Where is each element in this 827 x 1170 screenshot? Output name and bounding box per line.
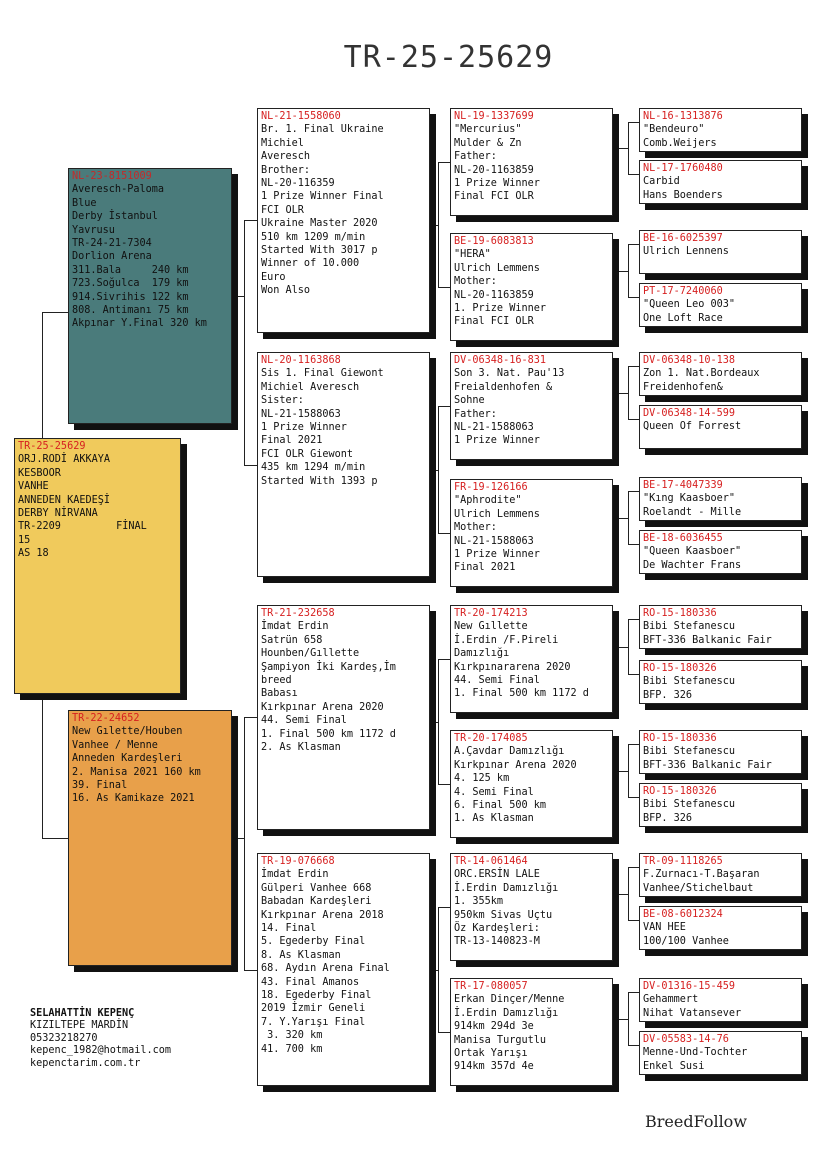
pedigree-info-line: 1. Prize Winner	[454, 303, 547, 315]
ring-number: RO-15-180336	[643, 608, 717, 619]
pedigree-info-line: Carbid	[643, 176, 680, 188]
ring-number: TR-19-076668	[261, 856, 335, 867]
pedigree-info-line: ORC.ERSİN LALE	[454, 869, 540, 881]
pedigree-info-line: 3. 320 km	[261, 1030, 323, 1042]
connector-line	[628, 619, 629, 674]
pedigree-info-line: İmdat Erdin	[261, 621, 329, 633]
sire-card	[68, 168, 232, 424]
pedigree-info-line: Blue	[72, 197, 97, 209]
pedigree-info-line: Kırkpınar Arena 2020	[261, 701, 384, 713]
pedigree-info-line: "Mercurius"	[454, 124, 522, 136]
pedigree-info-line: Final 2021	[454, 562, 516, 574]
pedigree-info-line: 100/100 Vanhee	[643, 935, 729, 947]
pedigree-info-line: Kırkpınar Arena 2020	[454, 759, 577, 771]
ancestor-card	[639, 660, 802, 704]
pedigree-info-line: Brother:	[261, 164, 311, 176]
pedigree-info-line: BFT-336 Balkanic Fair	[643, 759, 772, 771]
ring-number: DV-06348-16-831	[454, 355, 547, 366]
pedigree-info-line: ANNEDEN KAEDEŞİ	[18, 494, 111, 506]
connector-line	[438, 907, 450, 908]
ring-number: FR-19-126166	[454, 482, 528, 493]
pedigree-info-line: 39. Final	[72, 780, 128, 792]
great-grandparent-card	[450, 108, 613, 216]
pedigree-info-line: 1 Prize Winner	[454, 178, 540, 190]
pedigree-info-line: Final 2021	[261, 435, 323, 447]
great-grandparent-card	[450, 978, 613, 1086]
pedigree-info-line: Enkel Susi	[643, 1060, 705, 1072]
pedigree-info-line: BFT-336 Balkanic Fair	[643, 634, 772, 646]
ancestor-card	[639, 108, 802, 152]
pedigree-info-line: Derby İstanbul	[72, 211, 158, 223]
connector-line	[42, 312, 43, 438]
pedigree-info-line: 2. Manisa 2021 160 km	[72, 766, 201, 778]
pedigree-info-line: ORJ.RODİ AKKAYA	[18, 454, 111, 466]
pedigree-info-line: NL-21-1588063	[454, 422, 534, 434]
great-grandparent-card	[450, 233, 613, 341]
pedigree-info-line: breed	[261, 675, 292, 687]
pedigree-info-line: A.Çavdar Damızlığı	[454, 746, 565, 758]
pedigree-info-line: 1. Final 500 km 1172 d	[454, 688, 589, 700]
ancestor-card	[639, 352, 802, 396]
connector-line	[628, 867, 639, 868]
pedigree-info-line: One Loft Race	[643, 312, 723, 324]
pedigree-info-line: 1 Prize Winner	[454, 549, 540, 561]
pedigree-info-line: 1. 355km	[454, 896, 504, 908]
pedigree-info-line: Br. 1. Final Ukraine	[261, 124, 384, 136]
pedigree-info-line: Ulrich Lennens	[643, 246, 729, 258]
pedigree-info-line: "Aphrodite"	[454, 495, 522, 507]
connector-line	[628, 491, 639, 492]
ancestor-card	[639, 283, 802, 327]
pedigree-info-line: Vanhee/Stichelbaut	[643, 882, 754, 894]
pedigree-info-line: Averesch-Paloma	[72, 184, 165, 196]
pedigree-info-line: 914.Sivrihis 122 km	[72, 291, 189, 303]
pedigree-info-line: 15	[18, 534, 31, 546]
pedigree-info-line: Started With 3017 p	[261, 245, 378, 257]
connector-line	[628, 674, 639, 675]
ring-number: NL-17-1760480	[643, 163, 723, 174]
connector-line	[244, 220, 245, 465]
connector-line	[628, 366, 639, 367]
pedigree-info-line: İ.Erdin Damızlığı	[454, 882, 559, 894]
ancestor-card	[639, 906, 802, 950]
pedigree-info-line: 435 km 1294 m/min	[261, 462, 366, 474]
connector-line	[628, 867, 629, 920]
ring-number: RO-15-180326	[643, 663, 717, 674]
pedigree-info-line: Bibi Stefanescu	[643, 621, 736, 633]
pedigree-info-line: AS 18	[18, 548, 49, 560]
pedigree-info-line: Manisa Turgutlu	[454, 1034, 547, 1046]
pedigree-info-line: 1 Prize Winner	[454, 435, 540, 447]
ring-number: DV-01316-15-459	[643, 981, 736, 992]
pedigree-info-line: Ukraine Master 2020	[261, 218, 378, 230]
pedigree-info-line: Sister:	[261, 395, 304, 407]
ancestor-card	[639, 1031, 802, 1075]
pedigree-info-line: Winner of 10.000	[261, 258, 360, 270]
pedigree-info-line: Kırkpınararena 2020	[454, 661, 571, 673]
connector-line	[430, 970, 438, 971]
ring-number: TR-17-080057	[454, 981, 528, 992]
ring-number: TR-20-174213	[454, 608, 528, 619]
connector-line	[438, 287, 450, 288]
breeder-name: SELAHATTİN KEPENÇ	[30, 1008, 135, 1019]
ring-number: NL-21-1558060	[261, 111, 341, 122]
pedigree-info-line: Father:	[454, 408, 497, 420]
pedigree-info-line: Mother:	[454, 276, 497, 288]
pedigree-info-line: "Kıng Kaasboer"	[643, 493, 736, 505]
pedigree-info-line: Kırkpınar Arena 2018	[261, 909, 384, 921]
pedigree-info-line: Satrün 658	[261, 634, 323, 646]
pedigree-info-line: NL-20-1163859	[454, 289, 534, 301]
pedigree-info-line: 18. Egederby Final	[261, 990, 372, 1002]
connector-line	[628, 920, 639, 921]
great-grandparent-card	[450, 352, 613, 460]
connector-line	[438, 406, 439, 533]
pedigree-info-line: New Gılette/Houben	[72, 726, 183, 738]
pedigree-info-line: VANHE	[18, 481, 49, 493]
connector-line	[628, 992, 639, 993]
ring-number: RO-15-180326	[643, 786, 717, 797]
pedigree-info-line: 44. Semi Final	[261, 715, 347, 727]
pedigree-info-line: 68. Aydın Arena Final	[261, 963, 390, 975]
pedigree-info-line: 2019 İzmir Geneli	[261, 1003, 366, 1015]
pedigree-info-line: 14. Final	[261, 923, 317, 935]
ring-number: RO-15-180336	[643, 733, 717, 744]
connector-line	[244, 220, 257, 221]
pedigree-info-line: "HERA"	[454, 249, 491, 261]
pedigree-info-line: Dorlion Arena	[72, 251, 152, 263]
pedigree-info-line: Won Also	[261, 285, 311, 297]
pedigree-info-line: İ.Erdin /F.Pireli	[454, 634, 559, 646]
ring-number: PT-17-7240060	[643, 286, 723, 297]
pedigree-title: TR-25-25629	[343, 40, 554, 75]
pedigree-info-line: Michiel Averesch	[261, 381, 360, 393]
connector-line	[613, 771, 628, 772]
ancestor-card	[639, 477, 802, 521]
pedigree-info-line: Bibi Stefanescu	[643, 676, 736, 688]
breeder-info-line: 05323218270	[30, 1032, 98, 1044]
ring-number: DV-06348-10-138	[643, 355, 736, 366]
ring-number: DV-05583-14-76	[643, 1034, 729, 1045]
pedigree-info-line: Michiel	[261, 137, 304, 149]
connector-line	[438, 533, 450, 534]
pedigree-info-line: Comb.Weijers	[643, 137, 717, 149]
connector-line	[438, 406, 450, 407]
pedigree-info-line: Zon 1. Nat.Bordeaux	[643, 368, 760, 380]
connector-line	[244, 465, 257, 466]
grandparent-card	[257, 605, 430, 830]
pedigree-info-line: 5. Egederby Final	[261, 936, 366, 948]
pedigree-info-line: De Wachter Frans	[643, 559, 742, 571]
pedigree-info-line: Hans Boenders	[643, 189, 723, 201]
breeder-info-line: kepenctarim.com.tr	[30, 1057, 141, 1069]
pedigree-info-line: 808. Antimanı 75 km	[72, 305, 189, 317]
ring-number: DV-06348-14-599	[643, 408, 736, 419]
pedigree-info-line: BFP. 326	[643, 689, 693, 701]
pedigree-info-line: İmdat Erdin	[261, 869, 329, 881]
ancestor-card	[639, 605, 802, 649]
pedigree-info-line: TR-24-21-7304	[72, 238, 152, 250]
connector-line	[613, 271, 628, 272]
pedigree-info-line: FCI OLR Giewont	[261, 448, 354, 460]
connector-line	[628, 744, 629, 797]
great-grandparent-card	[450, 853, 613, 961]
ring-number: TR-20-174085	[454, 733, 528, 744]
connector-line	[613, 518, 628, 519]
pedigree-info-line: 1 Prize Winner Final	[261, 191, 384, 203]
ancestor-card	[639, 730, 802, 774]
pedigree-info-line: Averesch	[261, 151, 311, 163]
pedigree-info-line: NL-21-1588063	[454, 535, 534, 547]
ring-number: TR-09-1118265	[643, 856, 723, 867]
connector-line	[232, 838, 244, 839]
pedigree-info-line: New Gıllette	[454, 621, 528, 633]
pedigree-info-line: Freidenhofen&	[643, 381, 723, 393]
ancestor-card	[639, 405, 802, 449]
pedigree-info-line: Vanhee / Menne	[72, 739, 158, 751]
connector-line	[613, 894, 628, 895]
subject-card	[14, 438, 181, 694]
pedigree-info-line: NL-20-116359	[261, 178, 335, 190]
connector-line	[244, 970, 257, 971]
pedigree-info-line: 8. As Klasman	[261, 949, 341, 961]
pedigree-info-line: Mulder & Zn	[454, 137, 522, 149]
connector-line	[628, 744, 639, 745]
pedigree-info-line: 2. As Klasman	[261, 742, 341, 754]
connector-line	[613, 1019, 628, 1020]
great-grandparent-card	[450, 605, 613, 713]
ring-number: BE-16-6025397	[643, 233, 723, 244]
connector-line	[628, 619, 639, 620]
pedigree-info-line: FCI OLR	[261, 204, 304, 216]
connector-line	[613, 393, 628, 394]
pedigree-info-line: Sohne	[454, 395, 485, 407]
pedigree-info-line: Gülperi Vanhee 668	[261, 882, 372, 894]
ring-number: TR-25-25629	[18, 441, 86, 452]
ring-number: NL-19-1337699	[454, 111, 534, 122]
pedigree-info-line: 510 km 1209 m/min	[261, 231, 366, 243]
connector-line	[430, 470, 438, 471]
pedigree-info-line: Babadan Kardeşleri	[261, 896, 372, 908]
pedigree-info-line: KESBOOR	[18, 467, 61, 479]
pedigree-info-line: Sis 1. Final Giewont	[261, 368, 384, 380]
pedigree-info-line: Bibi Stefanescu	[643, 799, 736, 811]
ancestor-card	[639, 978, 802, 1022]
pedigree-info-line: TR-2209 FİNAL	[18, 521, 147, 533]
pedigree-info-line: Menne-Und-Tochter	[643, 1047, 748, 1059]
pedigree-info-line: 43. Final Amanos	[261, 976, 360, 988]
pedigree-info-line: "Queen Kaasboer"	[643, 546, 742, 558]
pedigree-info-line: DERBY NİRVANA	[18, 508, 98, 520]
connector-line	[628, 419, 639, 420]
ring-number: NL-23-8151009	[72, 171, 152, 182]
ring-number: BE-08-6012324	[643, 909, 723, 920]
brand-logo-text: BreedFollow	[645, 1112, 748, 1131]
pedigree-info-line: "Queen Leo 003"	[643, 299, 736, 311]
pedigree-info-line: Gehammert	[643, 994, 699, 1006]
ancestor-card	[639, 853, 802, 897]
ring-number: NL-20-1163868	[261, 355, 341, 366]
pedigree-info-line: "Bendeuro"	[643, 124, 705, 136]
pedigree-info-line: 44. Semi Final	[454, 675, 540, 687]
pedigree-info-line: Mother:	[454, 522, 497, 534]
pedigree-info-line: Ulrich Lemmens	[454, 262, 540, 274]
ring-number: NL-16-1313876	[643, 111, 723, 122]
pedigree-info-line: Son 3. Nat. Pau'13	[454, 368, 565, 380]
ring-number: BE-18-6036455	[643, 533, 723, 544]
pedigree-info-line: Ortak Yarışı	[454, 1048, 528, 1060]
connector-line	[438, 659, 450, 660]
pedigree-info-line: Freialdenhofen &	[454, 381, 553, 393]
pedigree-info-line: Şampiyon İki Kardeş,İm	[261, 661, 396, 673]
pedigree-info-line: 16. As Kamikaze 2021	[72, 793, 195, 805]
ring-number: BE-19-6083813	[454, 236, 534, 247]
great-grandparent-card	[450, 730, 613, 838]
pedigree-info-line: 4. 125 km	[454, 773, 510, 785]
pedigree-info-line: 950km Sivas Uçtu	[454, 909, 553, 921]
connector-line	[42, 838, 68, 839]
ring-number: TR-21-232658	[261, 608, 335, 619]
pedigree-info-line: Started With 1393 p	[261, 475, 378, 487]
pedigree-info-line: 6. Final 500 km	[454, 800, 547, 812]
pedigree-info-line: Euro	[261, 271, 286, 283]
pedigree-info-line: TR-13-140823-M	[454, 936, 540, 948]
pedigree-info-line: Babası	[261, 688, 298, 700]
ancestor-card	[639, 783, 802, 827]
breeder-info-line: KIZILTEPE MARDİN	[30, 1020, 129, 1032]
connector-line	[42, 312, 68, 313]
great-grandparent-card	[450, 479, 613, 587]
connector-line	[628, 797, 639, 798]
ring-number: BE-17-4047339	[643, 480, 723, 491]
pedigree-info-line: BFP. 326	[643, 812, 693, 824]
pedigree-info-line: 914km 357d 4e	[454, 1061, 534, 1073]
connector-line	[42, 694, 43, 838]
connector-line	[244, 717, 257, 718]
ancestor-card	[639, 160, 802, 204]
pedigree-info-line: NL-20-1163859	[454, 164, 534, 176]
connector-line	[613, 148, 628, 149]
pedigree-info-line: 914km 294d 3e	[454, 1021, 534, 1033]
connector-line	[244, 717, 245, 970]
connector-line	[628, 122, 639, 123]
connector-line	[628, 244, 629, 297]
pedigree-info-line: 7. Y.Yarışı Final	[261, 1016, 366, 1028]
pedigree-info-line: Father:	[454, 151, 497, 163]
breeder-info-line: kepenc_1982@hotmail.com	[30, 1045, 172, 1057]
pedigree-info-line: 1. As Klasman	[454, 813, 534, 825]
pedigree-info-line: F.Zurnacı-T.Başaran	[643, 869, 760, 881]
connector-line	[430, 225, 438, 226]
ancestor-card	[639, 530, 802, 574]
connector-line	[232, 296, 244, 297]
pedigree-info-line: Akpınar Y.Final 320 km	[72, 318, 207, 330]
dam-card	[68, 710, 232, 966]
pedigree-info-line: VAN HEE	[643, 922, 686, 934]
grandparent-card	[257, 853, 430, 1086]
pedigree-info-line: 311.Bala 240 km	[72, 264, 189, 276]
connector-line	[628, 992, 629, 1045]
pedigree-info-line: İ.Erdin Damızlığı	[454, 1007, 559, 1019]
pedigree-info-line: Ulrich Lemmens	[454, 508, 540, 520]
connector-line	[628, 491, 629, 544]
connector-line	[613, 647, 628, 648]
ring-number: TR-14-061464	[454, 856, 528, 867]
pedigree-info-line: 4. Semi Final	[454, 786, 534, 798]
pedigree-info-line: Queen Of Forrest	[643, 421, 742, 433]
pedigree-info-line: Anneden Kardeşleri	[72, 753, 183, 765]
pedigree-info-line: 1 Prize Winner	[261, 422, 347, 434]
pedigree-info-line: 41. 700 km	[261, 1043, 323, 1055]
pedigree-info-line: Yavrusu	[72, 224, 115, 236]
connector-line	[438, 784, 450, 785]
pedigree-info-line: Erkan Dinçer/Menne	[454, 994, 565, 1006]
grandparent-card	[257, 108, 430, 333]
connector-line	[438, 659, 439, 784]
pedigree-info-line: Roelandt - Mille	[643, 506, 742, 518]
pedigree-info-line: Final FCI OLR	[454, 316, 534, 328]
pedigree-info-line: Bibi Stefanescu	[643, 746, 736, 758]
ring-number: TR-22-24652	[72, 713, 140, 724]
pedigree-info-line: 723.Soğulca 179 km	[72, 278, 189, 290]
connector-line	[438, 907, 439, 1032]
pedigree-info-line: Öz Kardeşleri:	[454, 923, 540, 935]
connector-line	[628, 244, 639, 245]
connector-line	[438, 1032, 450, 1033]
connector-line	[628, 1045, 639, 1046]
pedigree-info-line: 1. Final 500 km 1172 d	[261, 728, 396, 740]
pedigree-info-line: Nihat Vatansever	[643, 1007, 742, 1019]
connector-line	[628, 174, 639, 175]
connector-line	[438, 162, 450, 163]
pedigree-info-line: Damızlığı	[454, 648, 510, 660]
pedigree-info-line: Final FCI OLR	[454, 191, 534, 203]
pedigree-info-line: NL-21-1588063	[261, 408, 341, 420]
connector-line	[628, 122, 629, 174]
connector-line	[628, 366, 629, 419]
connector-line	[430, 722, 438, 723]
grandparent-card	[257, 352, 430, 577]
breeder-contact	[30, 1008, 171, 1070]
ancestor-card	[639, 230, 802, 274]
pedigree-info-line: Hounben/Gıllette	[261, 648, 360, 660]
connector-line	[628, 544, 639, 545]
connector-line	[438, 162, 439, 287]
connector-line	[628, 297, 639, 298]
